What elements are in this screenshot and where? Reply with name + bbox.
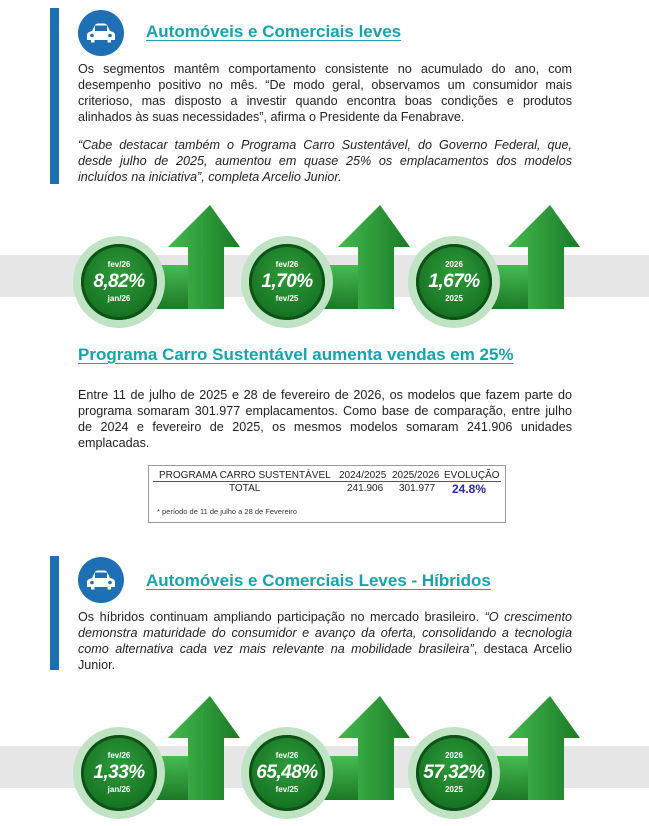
section1-paragraph: Os segmentos mantêm comportamento consistente no acumulado do ano, com desempenho positivo no mês. “De modo geral, observamos um consumidor mais criterioso, mas disposto a investir quando encontra boas condições e produtos alinhados às suas necessidades”, afirma o Presidente da Fenabrave. bbox=[78, 62, 572, 124]
indicator-bottom-label: fev/25 bbox=[275, 785, 299, 794]
section3-paragraph-end: , destaca Arcelio Junior. bbox=[78, 642, 573, 672]
section3-quote-text: “O crescimento demonstra maturidade do consumidor e avanço da oferta, consolidando a tecnologia como alternativa cada vez mais relevante na mobilidade brasileira” bbox=[78, 610, 572, 656]
indicator-top-label: fev/26 bbox=[107, 751, 131, 760]
indicator-circle bbox=[241, 236, 333, 328]
section3-paragraph bbox=[78, 609, 572, 673]
indicator-value: 65,48% bbox=[256, 762, 318, 783]
indicator-top-label: fev/26 bbox=[275, 751, 299, 760]
indicator-bottom-label: 2025 bbox=[445, 785, 463, 794]
section1-quote bbox=[78, 137, 572, 185]
indicator-value: 1,70% bbox=[261, 271, 313, 292]
indicator-top-label: 2026 bbox=[445, 260, 463, 269]
table-header-evolution: EVOLUÇÃO bbox=[444, 470, 500, 481]
indicator-value: 1,33% bbox=[93, 762, 145, 783]
car-icon bbox=[78, 557, 124, 603]
section2-paragraph: Entre 11 de julho de 2025 e 28 de fevereiro de 2026, os modelos que fazem parte do programa somaram 301.977 emplacamentos. Como base de comparação, entre julho de 2024 e fevereiro de 2025, os mesmos modelos somaram 241.906 unidades emplacadas. bbox=[78, 388, 572, 450]
indicator-circle bbox=[73, 727, 165, 819]
section1-accent-bar bbox=[50, 8, 59, 184]
indicator-value: 8,82% bbox=[93, 271, 145, 292]
indicator-value: 57,32% bbox=[423, 762, 485, 783]
section3-accent-bar bbox=[50, 556, 59, 670]
section3-paragraph-intro: Os híbridos continuam ampliando participação no mercado brasileiro. bbox=[78, 610, 485, 624]
indicator-circle bbox=[241, 727, 333, 819]
table-header-program: PROGRAMA CARRO SUSTENTÁVEL bbox=[159, 470, 331, 481]
section1-title: Automóveis e Comerciais leves bbox=[146, 22, 402, 41]
section1-quote-text: “Cabe destacar também o Programa Carro Sustentável, do Governo Federal, que, desde julho de 2025, aumentou em quase 25% os emplacamentos dos modelos incluídos na iniciativa”, completa Arcelio Junior. bbox=[78, 138, 572, 184]
section2-title: Programa Carro Sustentável aumenta vendas em 25% bbox=[78, 345, 514, 364]
indicator-bottom-label: jan/26 bbox=[107, 294, 131, 303]
table-header-2024-2025: 2024/2025 bbox=[339, 470, 387, 481]
indicator-bottom-label: fev/25 bbox=[275, 294, 299, 303]
section3-title: Automóveis e Comerciais Leves - Híbridos bbox=[146, 571, 491, 590]
indicator-top-label: fev/26 bbox=[107, 260, 131, 269]
table-cell-total-label: TOTAL bbox=[229, 483, 261, 494]
indicator-top-label: 2026 bbox=[445, 751, 463, 760]
table-cell-evolution: 24.8% bbox=[452, 482, 487, 496]
indicator-top-label: fev/26 bbox=[275, 260, 299, 269]
indicator-bottom-label: jan/26 bbox=[107, 785, 131, 794]
indicator-circle bbox=[408, 727, 500, 819]
table-footnote: * período de 11 de julho a 28 de Fevereiro bbox=[157, 507, 297, 516]
indicator-bottom-label: 2025 bbox=[445, 294, 463, 303]
indicator-circle bbox=[408, 236, 500, 328]
table-divider bbox=[153, 481, 501, 482]
table-header-2025-2026: 2025/2026 bbox=[392, 470, 440, 481]
indicator-value: 1,67% bbox=[428, 271, 480, 292]
program-table bbox=[148, 465, 506, 523]
car-icon bbox=[78, 10, 124, 56]
indicator-circle bbox=[73, 236, 165, 328]
table-cell-2025-2026: 301.977 bbox=[399, 483, 436, 494]
table-cell-2024-2025: 241.906 bbox=[347, 483, 384, 494]
